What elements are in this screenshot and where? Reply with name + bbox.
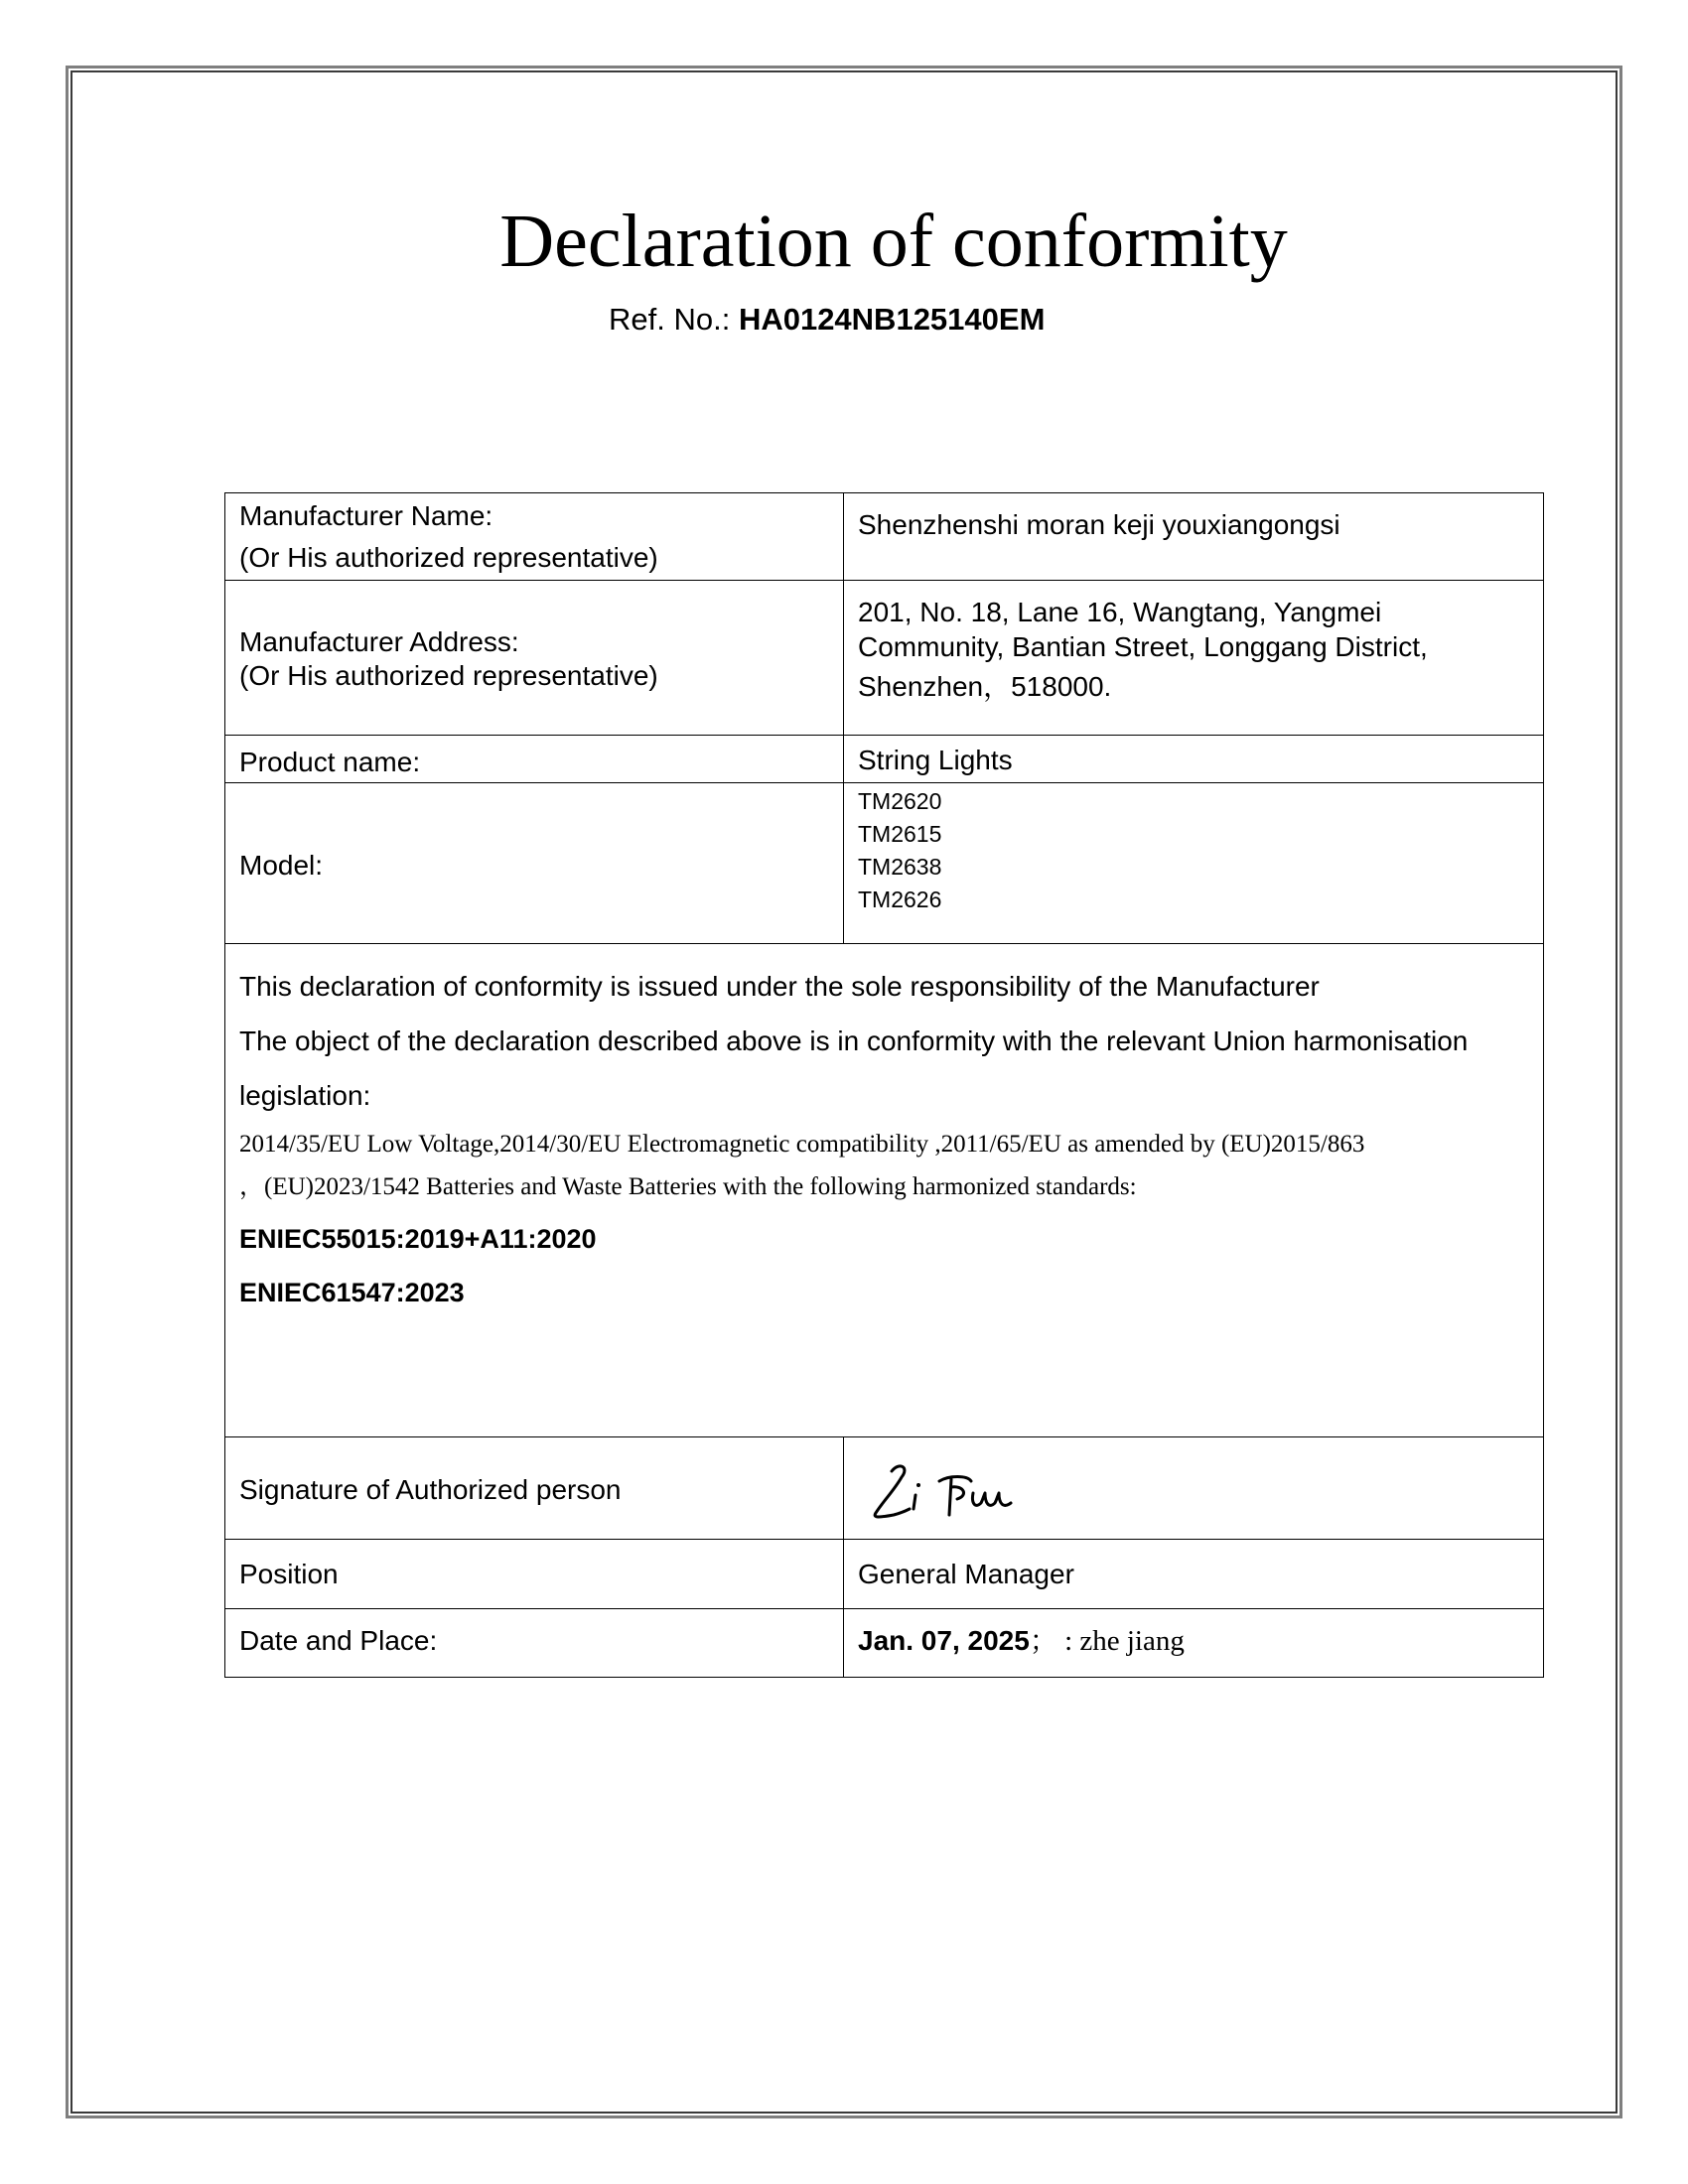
table-row-divider [224,580,1544,581]
harmonized-standard: ENIEC61547:2023 [239,1278,465,1307]
position-label: Position [239,1559,339,1589]
reference-number [609,300,1045,340]
table-row-divider [224,1539,1544,1540]
model-item: TM2615 [858,821,942,847]
manufacturer-address-label: Manufacturer Address: [239,626,519,657]
declaration-line: The object of the declaration described above is in conformity with the relevant Union harmonisation [239,1025,1469,1056]
manufacturer-name-label: Manufacturer Name: [239,500,493,531]
document-title: Declaration of conformity [499,200,1288,283]
legislation-line: ，(EU)2023/1542 Batteries and Waste Batteries with the following harmonized standards: [239,1173,1137,1200]
handwritten-signature [864,1457,1043,1532]
manufacturer-address-line: 201, No. 18, Lane 16, Wangtang, Yangmei [858,597,1382,627]
legislation-line: 2014/35/EU Low Voltage,2014/30/EU Electromagnetic compatibility ,2011/65/EU as amended by (EU)2015/863 [239,1131,1365,1158]
date-place-value [858,1621,1185,1661]
model-item: TM2626 [858,887,942,912]
model-label: Model: [239,850,324,881]
model-item: TM2620 [858,788,942,814]
declaration-statement [239,959,1530,1319]
date-separator: ； [1029,1625,1057,1656]
table-row-divider [224,1436,1544,1437]
table-row-divider [224,1608,1544,1609]
manufacturer-address-sublabel: (Or His authorized representative) [239,660,658,691]
date-place-label: Date and Place: [239,1625,438,1656]
ref-value: HA0124NB125140EM [738,302,1046,337]
table-column-divider [843,1436,844,1678]
place-value: : zhe jiang [1056,1625,1185,1657]
position-value: General Manager [858,1559,1074,1589]
product-name-value: String Lights [858,745,1013,775]
signature-image [864,1457,1043,1527]
declaration-line: This declaration of conformity is issued under the sole responsibility of the Manufacturer [239,971,1320,1002]
manufacturer-name-sublabel: (Or His authorized representative) [239,542,658,573]
table-row-divider [224,782,1544,783]
signature-label: Signature of Authorized person [239,1474,622,1505]
manufacturer-address-line: Shenzhen，518000. [858,671,1112,702]
model-list [858,785,941,916]
declaration-line: legislation: [239,1080,371,1111]
table-column-divider [843,492,844,943]
date-value: Jan. 07, 2025 [858,1625,1030,1656]
table-row-divider [224,735,1544,736]
table-row-divider [224,943,1544,944]
ref-label: Ref. No.: [609,302,739,337]
model-item: TM2638 [858,854,942,880]
manufacturer-name-value: Shenzhenshi moran keji youxiangongsi [858,509,1340,540]
manufacturer-address-line: Community, Bantian Street, Longgang District, [858,631,1428,662]
product-name-label: Product name: [239,747,421,777]
harmonized-standard: ENIEC55015:2019+A11:2020 [239,1224,597,1254]
